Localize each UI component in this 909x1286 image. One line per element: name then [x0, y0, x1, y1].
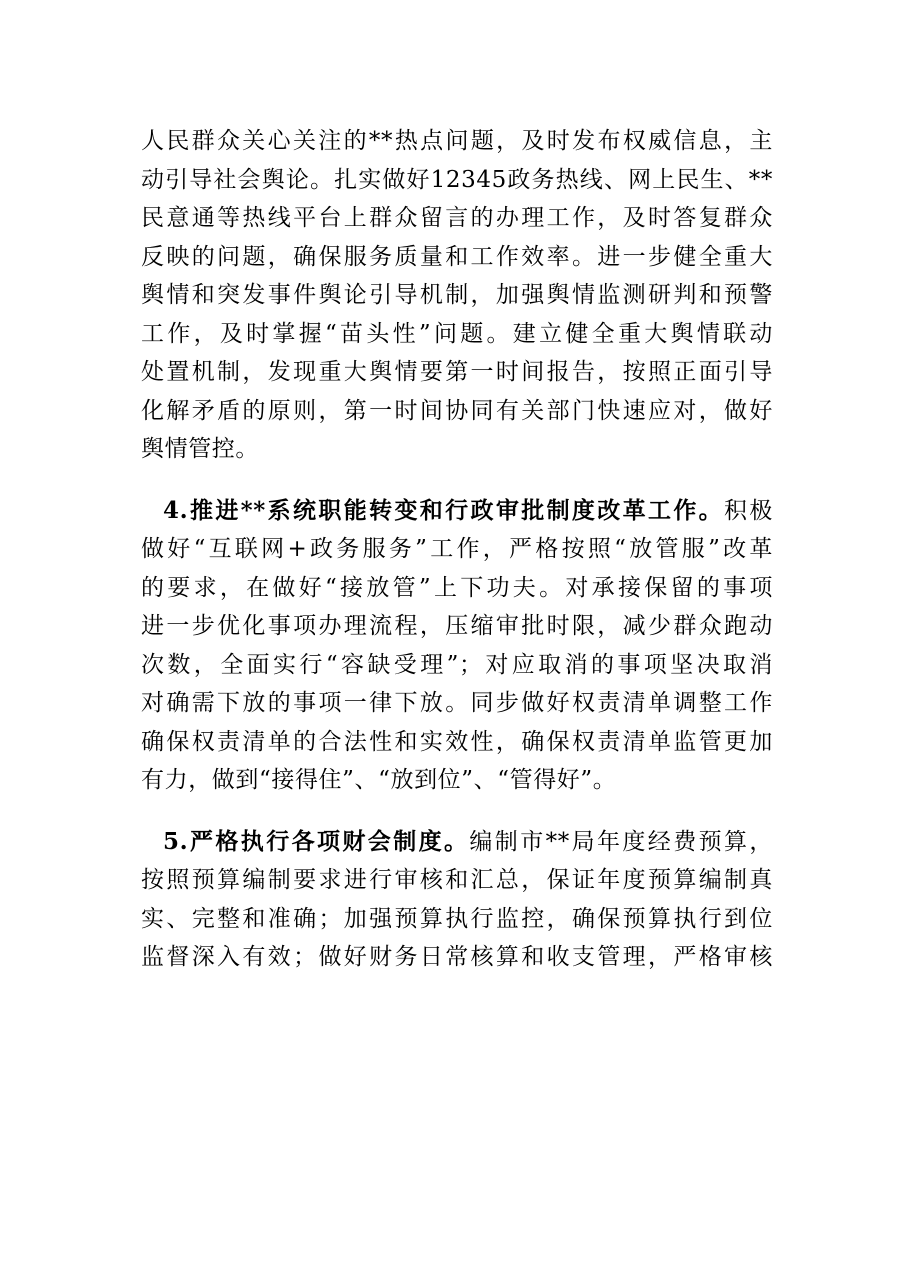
text-line: 监督深入有效；做好财务日常核算和收支管理，严格审核 — [141, 944, 773, 970]
text-line: 舆情管控。 — [141, 436, 259, 462]
text-fragment: 积极 — [724, 497, 774, 524]
paragraph-spacer — [141, 800, 773, 823]
text-line: 确保权责清单的合法性和实效性，确保权责清单监管更加 — [141, 728, 773, 755]
text-line: 对确需下放的事项一律下放。同步做好权责清单调整工作 — [141, 690, 773, 716]
paragraph-spacer — [141, 469, 773, 492]
document-page — [141, 122, 773, 977]
text-line: 反映的问题，确保服务质量和工作效率。进一步健全重大 — [141, 243, 773, 270]
text-line: 实、完整和准确；加强预算执行监控，确保预算执行到位 — [141, 905, 773, 932]
text-line: 进一步优化事项办理流程，压缩审批时限，减少群众跑动 — [141, 613, 773, 639]
section-heading: 5.严格执行各项财会制度。 — [163, 827, 470, 855]
text-line: 民意通等热线平台上群众留言的办理工作，及时答复群众 — [141, 205, 773, 231]
text-line: 化解矛盾的原则，第一时间协同有关部门快速应对，做好 — [141, 397, 773, 424]
text-fragment: 编制市**局年度经费预算， — [469, 828, 773, 855]
text-line: 按照预算编制要求进行审核和汇总，保证年度预算编制真 — [141, 867, 773, 893]
paragraph-finance — [141, 823, 773, 977]
paragraph-approval-reform — [141, 492, 773, 800]
text-line: 人民群众关心关注的**热点问题，及时发布权威信息，主 — [141, 128, 773, 154]
text-line: 有力，做到“接得住”、“放到位”、“管得好”。 — [141, 767, 617, 793]
paragraph-public-opinion — [141, 122, 773, 469]
text-line: 动引导社会舆论。扎实做好12345政务热线、网上民生、** — [141, 166, 773, 193]
heading-line — [141, 492, 773, 531]
text-line: 做好“互联网+政务服务”工作，严格按照“放管服”改革 — [141, 536, 773, 562]
text-line: 处置机制，发现重大舆情要第一时间报告，按照正面引导 — [141, 359, 773, 385]
text-line: 工作，及时掌握“苗头性”问题。建立健全重大舆情联动 — [141, 320, 773, 347]
heading-line — [141, 823, 773, 862]
text-line: 舆情和突发事件舆论引导机制，加强舆情监测研判和预警 — [141, 282, 773, 308]
text-line: 次数，全面实行“容缺受理”；对应取消的事项坚决取消 — [141, 651, 773, 678]
text-line: 的要求，在做好“接放管”上下功夫。对承接保留的事项 — [141, 574, 773, 601]
section-heading: 4.推进**系统职能转变和行政审批制度改革工作。 — [163, 496, 725, 524]
